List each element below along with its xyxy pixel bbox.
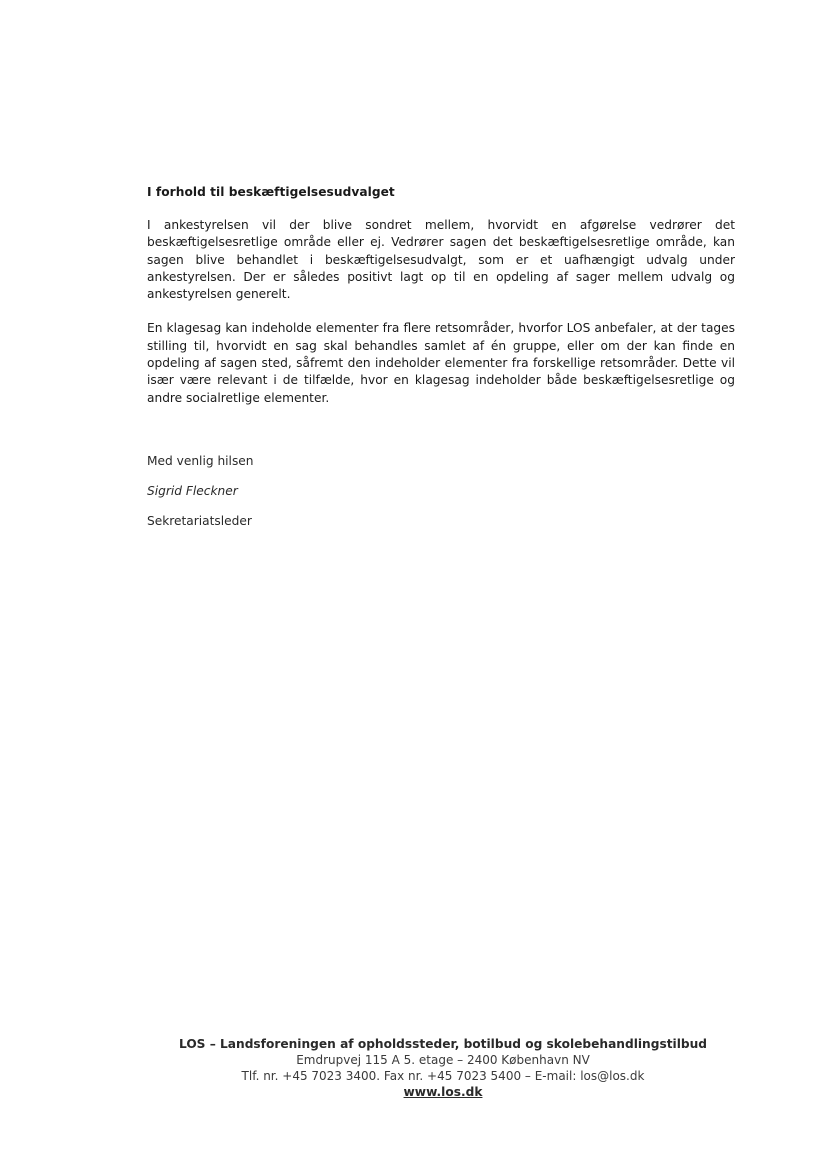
footer-website-link[interactable]: www.los.dk (403, 1085, 483, 1099)
letter-body (147, 184, 735, 424)
footer-address: Emdrupvej 115 A 5. etage – 2400 København NV (296, 1053, 590, 1067)
paragraph-2: En klagesag kan indeholde elementer fra flere retsområder, hvorfor LOS anbefaler, at der tages stilling til, hvorvidt en sag skal behandles samlet af én gruppe, eller om der kan finde en opdeling af sagen sted, såfremt den indeholder elementer fra forskellige retsområder. Dette vil især være relevant i de tilfælde, hvor en klagesag indeholder både beskæftigelsesretlige og andre socialretlige elementer. (147, 321, 735, 405)
footer-organization: LOS – Landsforeningen af opholdssteder, botilbud og skolebehandlingstilbud (178, 1037, 708, 1051)
signature-role: Sekretariatsleder (147, 514, 252, 528)
signature-name: Sigrid Fleckner (147, 484, 238, 498)
footer-contact: Tlf. nr. +45 7023 3400. Fax nr. +45 7023 5400 – E-mail: los@los.dk (241, 1068, 645, 1083)
closing-greeting: Med venlig hilsen (147, 454, 254, 468)
section-heading: I forhold til beskæftigelsesudvalget (147, 185, 395, 199)
paragraph-1: I ankestyrelsen vil der blive sondret mellem, hvorvidt en afgørelse vedrører det beskæftigelsesretlige område eller ej. Vedrører sagen det beskæftigelsesretlige område, kan sagen blive behandlet i beskæftigelsesudvalgt, som er et uafhængigt udvalg under ankestyrelsen. Der er således positivt lagt op til en opdeling af sager mellem udvalg og ankestyrelsen generelt. (147, 218, 735, 302)
page-footer (0, 1036, 826, 1100)
